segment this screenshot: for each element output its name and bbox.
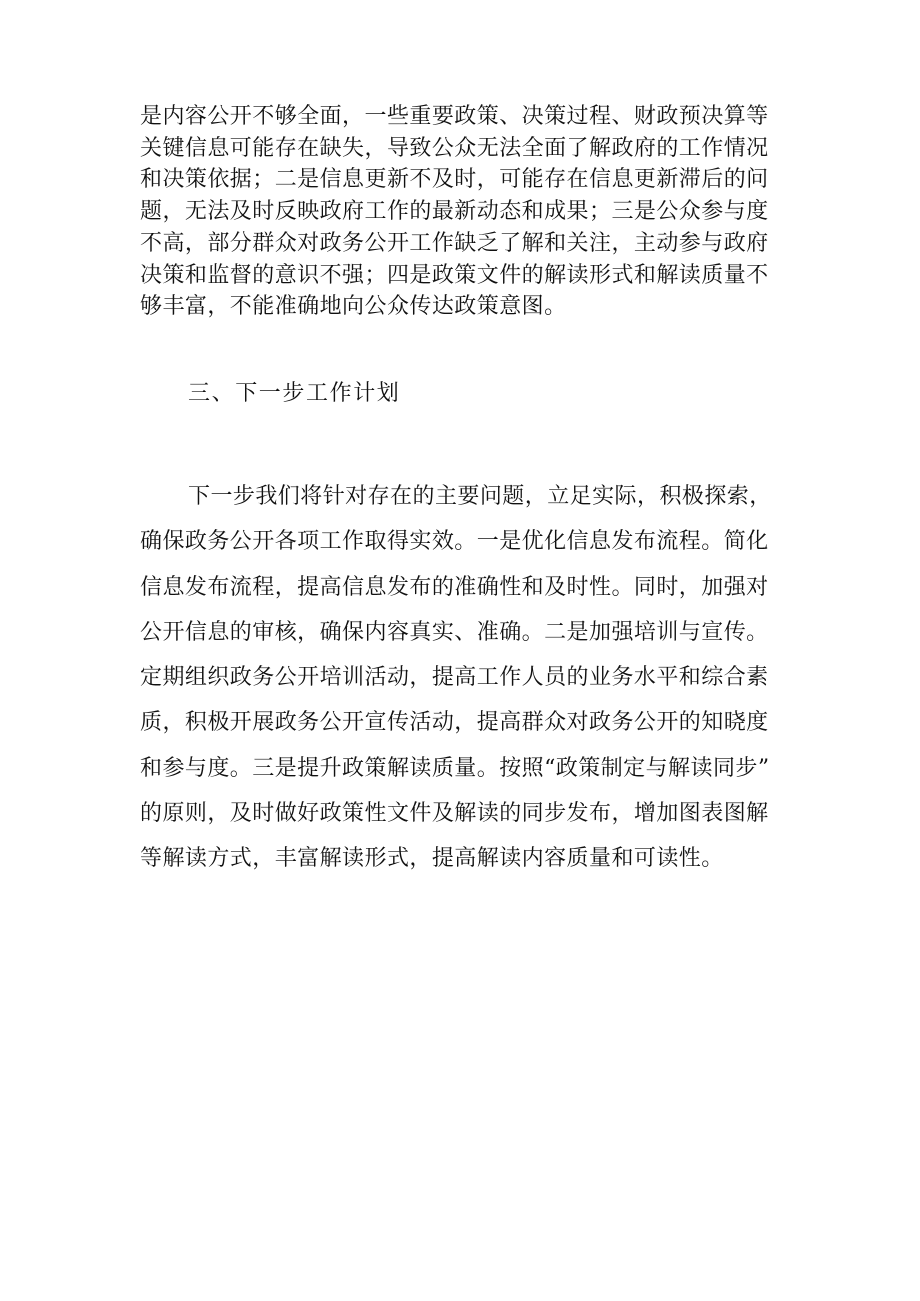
paragraph-line: 下一步我们将针对存在的主要问题，立足实际，积极探索， <box>188 484 772 509</box>
paragraph-line: 质，积极开展政务公开宣传活动，提高群众对政务公开的知晓度 <box>140 710 769 736</box>
paragraph-line: 和参与度。三是提升政策解读质量。按照“政策制定与解读同步” <box>140 755 770 781</box>
paragraph-line: 不高，部分群众对政务公开工作缺乏了解和关注，主动参与政府 <box>140 230 769 256</box>
paragraph-line: 确保政务公开各项工作取得实效。一是优化信息发布流程。简化 <box>140 529 769 555</box>
paragraph-line: 关键信息可能存在缺失，导致公众无法全面了解政府的工作情况 <box>140 135 769 161</box>
paragraph-line: 信息发布流程，提高信息发布的准确性和及时性。同时，加强对 <box>140 574 769 600</box>
paragraph-line: 的原则，及时做好政策性文件及解读的同步发布，增加图表图解 <box>140 801 769 827</box>
paragraph-line: 定期组织政务公开培训活动，提高工作人员的业务水平和综合素 <box>140 665 769 691</box>
paragraph-problems <box>140 101 786 323</box>
section-heading: 三、下一步工作计划 <box>188 381 401 406</box>
paragraph-line: 题，无法及时反映政府工作的最新动态和成果；三是公众参与度 <box>140 199 769 225</box>
paragraph-line: 公开信息的审核，确保内容真实、准确。二是加强培训与宣传。 <box>140 619 769 645</box>
paragraph-next-steps <box>140 474 786 882</box>
paragraph-line: 等解读方式，丰富解读形式，提高解读内容质量和可读性。 <box>140 846 724 872</box>
paragraph-line: 是内容公开不够全面，一些重要政策、决策过程、财政预决算等 <box>140 104 769 129</box>
paragraph-line: 和决策依据；二是信息更新不及时，可能存在信息更新滞后的问 <box>140 167 769 193</box>
paragraph-line: 决策和监督的意识不强；四是政策文件的解读形式和解读质量不 <box>140 262 769 288</box>
paragraph-line: 够丰富，不能准确地向公众传达政策意图。 <box>140 294 567 320</box>
